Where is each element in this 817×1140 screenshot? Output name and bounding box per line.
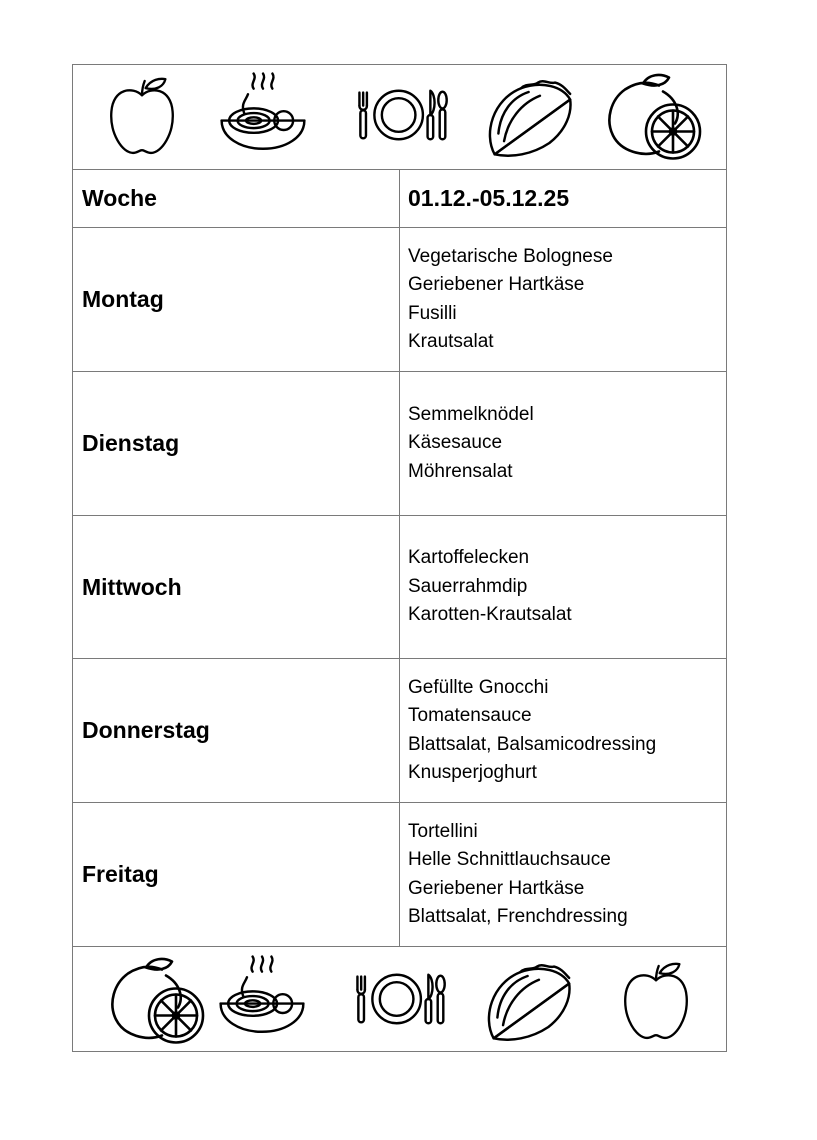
day-name-cell xyxy=(73,516,400,658)
week-dates: 01.12.-05.12.25 xyxy=(408,185,570,211)
meal-item: Semmelknödel xyxy=(408,403,534,425)
meal-item: Tomatensauce xyxy=(408,705,532,727)
day-row-freitag xyxy=(73,802,726,946)
day-row-dienstag xyxy=(73,371,726,515)
meal-item: Möhrensalat xyxy=(408,460,513,482)
day-row-donnerstag xyxy=(73,658,726,802)
day-name-cell xyxy=(73,228,400,371)
meal-item: Sauerrahmdip xyxy=(408,575,528,597)
meal-item: Karotten-Krautsalat xyxy=(408,604,572,626)
spaghetti-icon xyxy=(216,70,310,158)
day-name: Mittwoch xyxy=(82,573,182,600)
bottom-icon-row xyxy=(73,946,726,1051)
meal-item: Vegetarische Bolognese xyxy=(408,245,613,267)
meal-list xyxy=(400,659,726,802)
day-row-mittwoch xyxy=(73,515,726,658)
day-row-montag xyxy=(73,227,726,371)
week-row xyxy=(73,169,726,227)
meal-item: Kartoffelecken xyxy=(408,547,530,569)
fork-plate-knife-spoon-icon xyxy=(351,87,450,143)
lemon-icon xyxy=(603,69,703,164)
taco-icon xyxy=(482,959,577,1044)
fork-plate-knife-spoon-icon xyxy=(349,971,448,1027)
meal-list xyxy=(400,228,726,371)
meal-item: Käsesauce xyxy=(408,432,503,454)
meal-item: Gefüllte Gnocchi xyxy=(408,676,549,698)
meal-item: Geriebener Hartkäse xyxy=(408,877,585,899)
taco-icon xyxy=(483,75,578,160)
day-name-cell xyxy=(73,803,400,946)
meal-item: Krautsalat xyxy=(408,330,494,352)
apple-icon xyxy=(106,72,178,160)
meal-item: Tortellini xyxy=(408,820,478,842)
spaghetti-icon xyxy=(215,953,309,1041)
week-value-cell xyxy=(400,170,726,227)
top-icon-row xyxy=(73,65,726,169)
meal-item: Blattsalat, Balsamicodressing xyxy=(408,733,657,755)
apple-icon xyxy=(620,957,692,1045)
day-name: Donnerstag xyxy=(82,717,210,743)
meal-item: Fusilli xyxy=(408,302,457,324)
meal-list xyxy=(400,372,726,515)
day-name: Dienstag xyxy=(82,430,180,456)
menu-table xyxy=(72,64,727,1052)
week-label-cell xyxy=(73,170,400,227)
meal-item: Geriebener Hartkäse xyxy=(408,274,585,296)
week-label: Woche xyxy=(82,185,157,211)
day-name-cell xyxy=(73,372,400,515)
day-name-cell xyxy=(73,659,400,802)
day-name: Montag xyxy=(82,286,164,312)
meal-item: Helle Schnittlauchsauce xyxy=(408,849,611,871)
day-name: Freitag xyxy=(82,861,159,887)
meal-item: Knusperjoghurt xyxy=(408,761,537,783)
meal-item: Blattsalat, Frenchdressing xyxy=(408,905,628,927)
meal-list xyxy=(400,516,726,658)
lemon-icon xyxy=(106,953,206,1048)
meal-list xyxy=(400,803,726,946)
